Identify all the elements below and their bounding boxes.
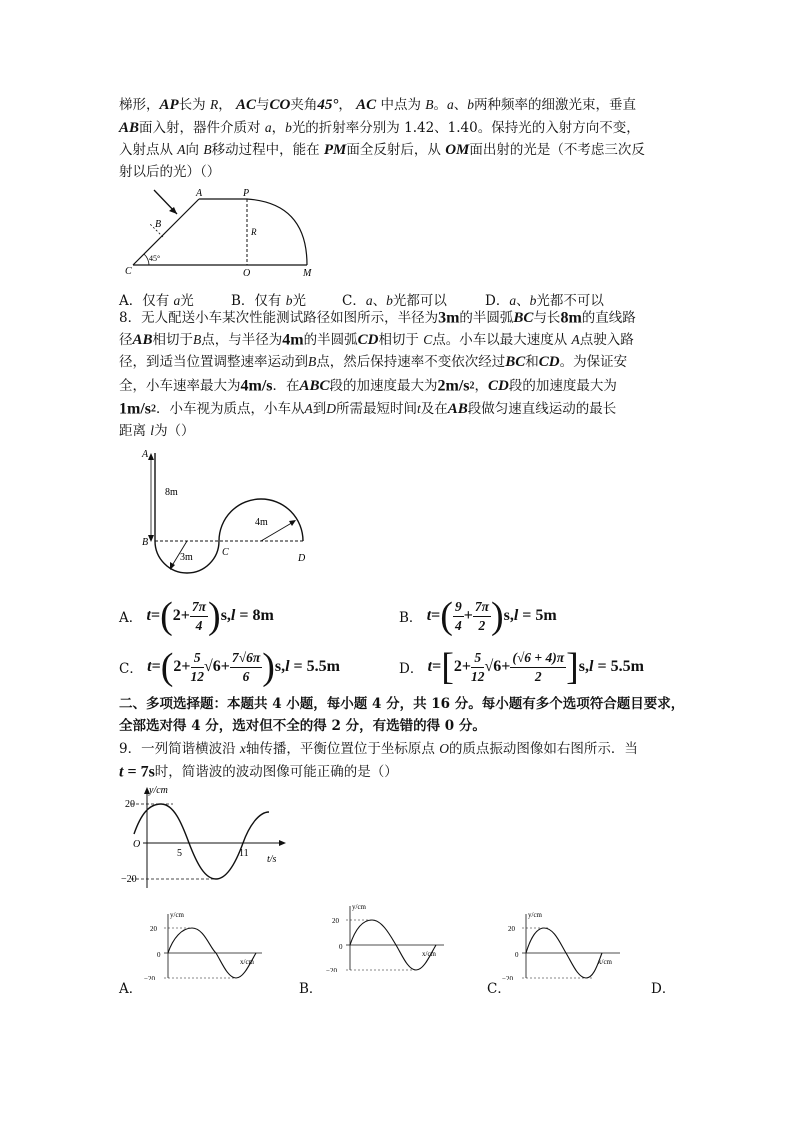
q9-vibration-graph — [119, 784, 289, 894]
q9-option-c-graph[interactable] — [498, 908, 624, 980]
label-R: R — [251, 227, 257, 237]
label-B: B — [155, 219, 162, 230]
q9-option-d-label[interactable]: D． — [651, 981, 676, 997]
q8-line-5: 1m/s2．小车视为质点，小车从A到D所需最短时间t及在AB段做匀速直线运动的最长 — [119, 400, 617, 418]
q9-option-a-label[interactable]: A． — [119, 981, 143, 997]
x-label: x/cm — [422, 950, 436, 958]
y-tick-20: 20 — [150, 925, 157, 933]
y-label: y/cm — [528, 911, 542, 919]
q9-option-b-graph[interactable] — [322, 900, 448, 972]
label-angle: 45° — [149, 254, 161, 263]
arrow-down-icon — [148, 535, 154, 542]
q9-line-1: 9．一列简谐横波沿 x轴传播，平衡位置位于坐标原点 O的质点振动图像如右图所示．当 — [119, 741, 638, 757]
q8-line-1: 8．无人配送小车某次性能测试路径如图所示，半径为3m的半圆弧BC与长8m的直线路 — [119, 309, 636, 327]
y-tick-neg20: −20 — [144, 975, 155, 980]
label-B: B — [142, 537, 149, 548]
x-tick-5: 5 — [177, 848, 182, 859]
label-A: A — [196, 188, 203, 199]
x-label: x/cm — [598, 958, 612, 966]
label-D: D — [298, 553, 306, 564]
y-tick-neg20: −20 — [121, 874, 137, 885]
y-label: y/cm — [352, 903, 366, 911]
arrow-head-icon — [169, 207, 177, 214]
origin-label: 0 — [339, 943, 343, 951]
q8-line-2: 径AB相切于B点，与半径为4m的半圆弧CD相切于 C点。小车以最大速度从 A点驶入路 — [119, 331, 634, 349]
edge-AC — [133, 199, 199, 265]
label-A: A — [142, 449, 149, 460]
sine-curve — [134, 804, 269, 879]
radius-arrow-icon — [170, 562, 175, 570]
label-M: M — [303, 268, 312, 277]
section-2-instructions: 全部选对得 4 分，选对但不全的得 2 分，有选错的得 0 分。 — [119, 718, 486, 734]
y-tick-neg20: −20 — [502, 975, 513, 980]
y-label: y/cm — [170, 911, 184, 919]
q9-line-2: t = 7s时，简谐波的波动图像可能正确的是（） — [119, 763, 398, 781]
y-tick-20: 20 — [125, 799, 135, 810]
q7-line-2: AB面入射，器件介质对 a，b光的折射率分别为 1.42、1.40。保持光的入射方向不变， — [119, 120, 640, 136]
x-tick-11: 11 — [239, 848, 249, 859]
x-label: x/cm — [240, 958, 254, 966]
q8-line-4: 全，小车速率最大为4m/s．在ABC段的加速度最大为2m/s2，CD段的加速度最大为 — [119, 377, 617, 395]
origin-label: 0 — [515, 951, 519, 959]
q8-option-d[interactable]: D． t=[2+ $\frac{5}{12}$ √6+ $\frac{(√6 + 4)\pi}{2}$ ]s,l = 5.5m — [399, 646, 644, 688]
label-P: P — [243, 188, 250, 199]
radius-arrow-icon — [289, 520, 296, 526]
label-3m: 3m — [180, 552, 193, 563]
label-C: C — [125, 266, 132, 277]
label-8m: 8m — [165, 487, 178, 498]
q7-option-a[interactable]: A．仅有 a光 — [119, 293, 194, 309]
q7-option-c[interactable]: C．a、b光都可以 — [342, 293, 447, 309]
y-label: y/cm — [149, 785, 168, 796]
arrow-up-icon — [148, 453, 154, 460]
label-O: O — [243, 268, 251, 277]
origin-label: 0 — [157, 951, 161, 959]
q7-line-4: 射以后的光）（） — [119, 164, 221, 180]
q8-path-figure — [132, 445, 317, 585]
label-4m: 4m — [255, 517, 268, 528]
x-axis-arrow-icon — [279, 840, 286, 846]
q7-line-3: 入射点从 A向 B移动过程中，能在 PM面全反射后，从 OM面出射的光是（不考虑三次反 — [119, 142, 645, 158]
x-label: t/s — [267, 854, 277, 865]
y-tick-20: 20 — [332, 917, 339, 925]
section-2-heading: 二、多项选择题：本题共 4 小题，每小题 4 分，共 16 分。每小题有多个选项符合题目要求， — [119, 696, 685, 712]
label-C: C — [222, 547, 229, 558]
q9-option-c-label[interactable]: C． — [487, 981, 511, 997]
q7-option-b[interactable]: B．仅有 b光 — [231, 293, 306, 309]
y-tick-20: 20 — [508, 925, 515, 933]
q7-prism-figure — [119, 185, 319, 277]
q9-option-b-label[interactable]: B． — [299, 981, 323, 997]
q8-option-c[interactable]: C． t=(2+ $\frac{5}{12}$ √6+ $\frac{7√6\pi}{6}$ )s,l = 5.5m — [119, 646, 340, 688]
q9-option-a-graph[interactable] — [140, 908, 266, 980]
q7-line-1: 梯形，AP长为 R， AC与CO夹角45°， AC 中点为 B。a、b两种频率的细激光束，垂直 — [119, 97, 637, 113]
q8-option-b[interactable]: B． t=( $\frac{9}{4}$ + $\frac{7\pi}{2}$ )s,l = 5m — [399, 595, 557, 637]
q8-line-3: 径，到适当位置调整速率运动到B点，然后保持速率不变依次经过BC和CD。为保证安 — [119, 354, 628, 370]
q8-line-6: 距离 l为（） — [119, 423, 195, 439]
origin-label: O — [133, 839, 141, 850]
y-tick-neg20: −20 — [326, 967, 337, 972]
q8-option-a[interactable]: A． t=(2+ $\frac{7\pi}{4}$ )s,l = 8m — [119, 595, 274, 637]
q7-option-d[interactable]: D．a、b光都不可以 — [485, 293, 604, 309]
